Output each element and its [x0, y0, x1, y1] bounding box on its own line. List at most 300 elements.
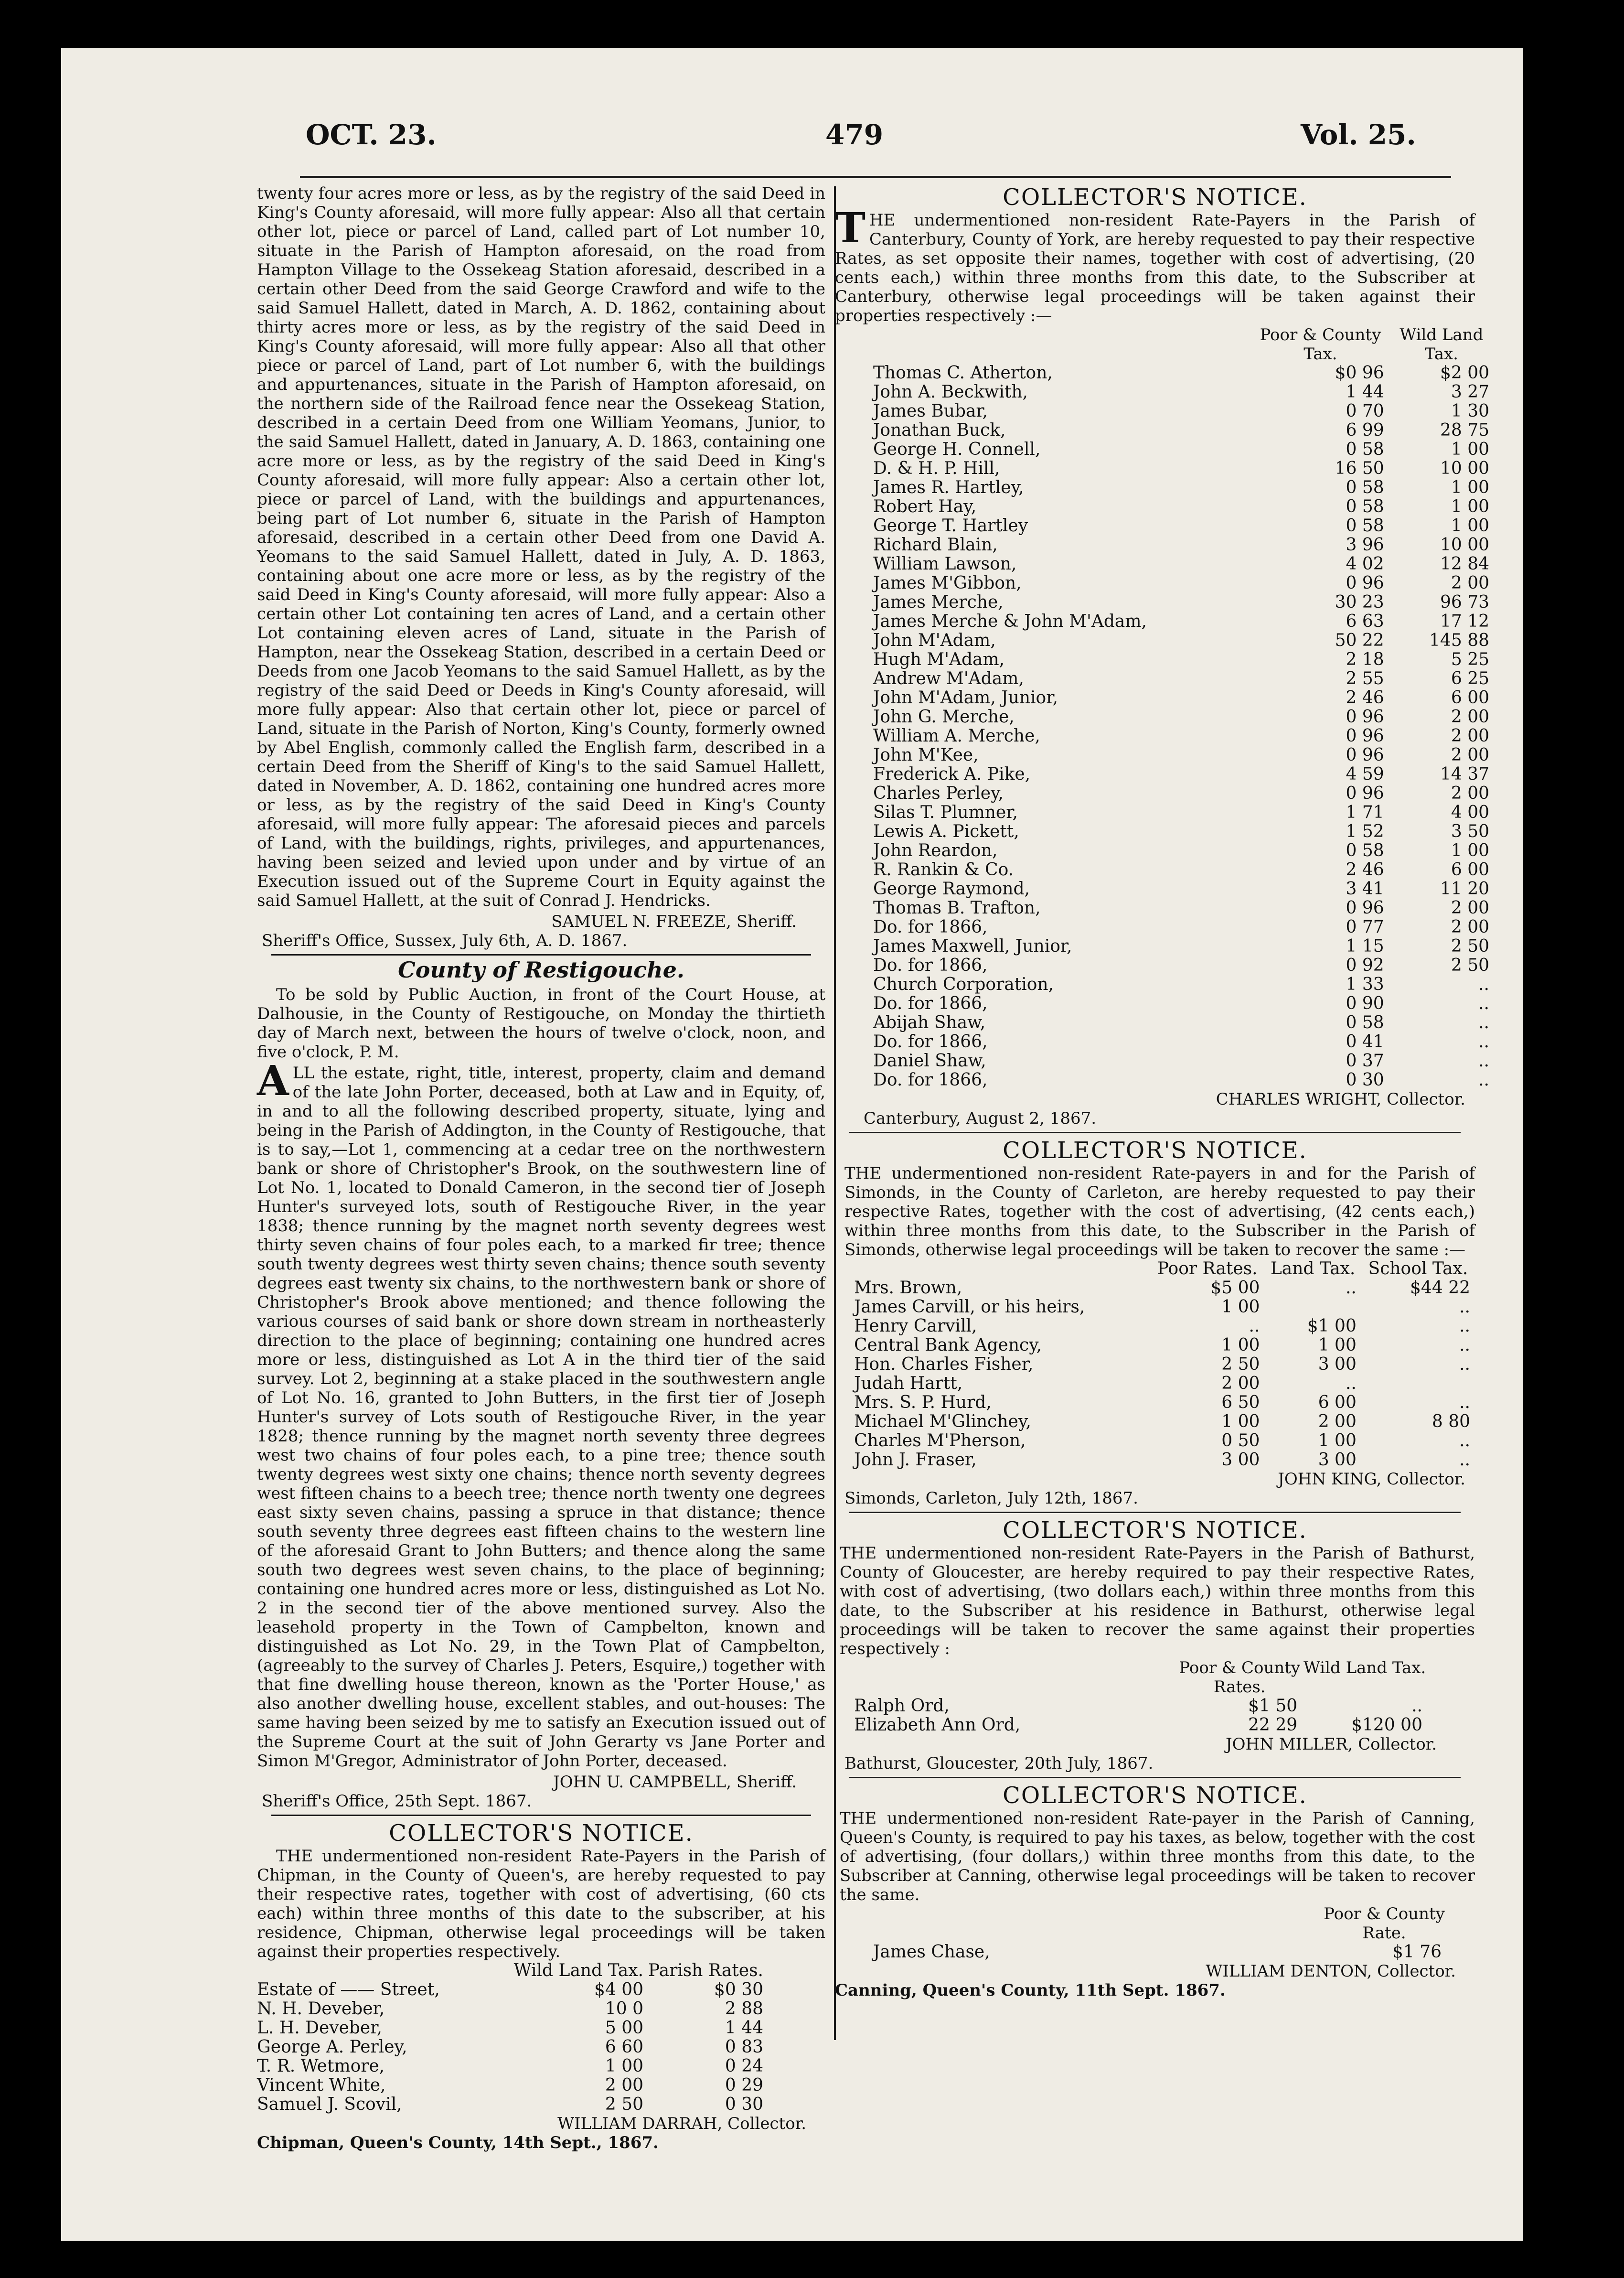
amount-a: ..	[1249, 1316, 1260, 1336]
table-row	[873, 1013, 1494, 1032]
table-row	[873, 440, 1494, 459]
payer-name: George T. Hartley	[873, 516, 1028, 536]
amount-a: 0 90	[1346, 994, 1384, 1013]
amount-a: 5 00	[605, 2018, 644, 2038]
payer-name: Robert Hay,	[873, 497, 977, 516]
table-row	[873, 899, 1494, 918]
payer-name: James R. Hartley,	[873, 478, 1024, 497]
payer-name: Henry Carvill,	[854, 1316, 977, 1336]
amount-a: 2 55	[1346, 669, 1384, 688]
amount-b: 2 50	[1451, 956, 1489, 975]
amount-b: 3 00	[1318, 1354, 1357, 1374]
amount-a: 0 96	[1346, 726, 1384, 746]
table-row	[257, 2057, 768, 2076]
chipman-body: THE undermentioned non-resident Rate-Payers in the Parish of Chipman, in the County of Queen's, are hereby requested to pay their respective rates, together with cost of advertising, (60 cts each) within three months of this date to the subscriber, at his residence, Chipman, otherwise legal proceedings will be taken against their properties respectively.	[257, 1847, 825, 1961]
payer-name: R. Rankin & Co.	[873, 860, 1014, 880]
table-row	[257, 2076, 768, 2095]
payer-name: Abijah Shaw,	[873, 1013, 986, 1032]
amount-a: 1 15	[1346, 936, 1384, 956]
table-row	[854, 1716, 1427, 1735]
payer-name: Judah Hartt,	[854, 1374, 963, 1393]
payer-name: John M'Adam, Junior,	[873, 688, 1058, 708]
payer-name: Charles Perley,	[873, 784, 1004, 803]
payer-name: N. H. Deveber,	[257, 1999, 385, 2019]
table-row	[854, 1317, 1475, 1336]
table-row	[873, 784, 1494, 803]
payer-name: Mrs. S. P. Hurd,	[854, 1393, 992, 1412]
amount-b: 2 00	[1451, 784, 1489, 803]
amount-a: 1 44	[1346, 382, 1384, 402]
payer-name: Elizabeth Ann Ord,	[854, 1715, 1021, 1735]
table-row	[873, 1943, 1446, 1962]
table-row	[873, 555, 1494, 574]
table-row	[873, 765, 1494, 784]
amount-a: $4 00	[594, 1980, 644, 1999]
payer-name: Hugh M'Adam,	[873, 650, 1005, 669]
table-row	[854, 1412, 1475, 1431]
payer-name: John M'Kee,	[873, 745, 979, 765]
table-row	[873, 612, 1494, 631]
amount-a: 2 46	[1346, 688, 1384, 708]
amount-b: 17 12	[1440, 612, 1489, 631]
sussex-notice-text: twenty four acres more or less, as by the registry of the said Deed in King's County aforesaid, will more fully appear: Also all that certain other lot, piece or parcel of Land, called part of Lot number 10, situate in the Parish of Hampton aforesaid, on the road from Hampton Village to the Ossekeag Station aforesaid, described in a certain other Deed from the said George Crawford and wife to the said Samuel Hallett, dated in March, A. D. 1862, containing about thirty acres more or less, as by the registry of the said Deed in King's County aforesaid, will more fully appear: Also all that other piece or parcel of Land, part of Lot number 6, with the buildings and appurtenances, situate in the Parish of Hampton aforesaid, on the northern side of the Railroad fence near the Ossekeag Station, described in a certain Deed from one William Yeomans, Junior, to the said Samuel Hallett, dated in January, A. D. 1863, containing one acre more or less, as by the registry of the said Deed in King's County aforesaid, will more fully appear: Also a certain other lot, piece or parcel of Land, with the buildings and appurtenances, being part of Lot number 6, situate in the Parish of Hampton aforesaid, described in a certain other Deed from one David A. Yeomans to the said Samuel Hallett, dated in July, A. D. 1863, containing about one acre more or less, as by the registry of the said Deed in King's County aforesaid, will more fully appear: Also a certain other Lot containing ten acres of Land, and a certain other Lot containing eleven acres of Land, situate in the Parish of Hampton, near the Ossekeag Station, described in a certain Deed or Deeds from one Jacob Yeomans to the said Samuel Hallett, as by the registry of the said Deed or Deeds in King's County aforesaid, will more fully appear: Also that certain other lot, piece or parcel of Land, situate in the Parish of Norton, King's County, formerly owned by Abel English, commonly called the English farm, described in a certain Deed from the Sheriff of King's to the said Samuel Hallett, dated in November, A. D. 1862, containing one hundred acres more or less, as by the registry of the said Deed in King's County aforesaid, will more fully appear: The aforesaid pieces and parcels of Land, with the buildings, rights, privileges, and appurtenances, having been seized and levied upon under and by virtue of an Execution issued out of the Supreme Court in Equity against the said Samuel Hallett, at the suit of Conrad J. Hendricks.	[257, 184, 825, 910]
payer-name: William Lawson,	[873, 554, 1017, 574]
table-row	[873, 516, 1494, 536]
payer-name: James Chase,	[873, 1942, 990, 1962]
amount-b: 2 00	[1451, 898, 1489, 918]
table-row	[257, 1999, 768, 2019]
amount-b: 1 30	[1451, 401, 1489, 421]
amount-b: 6 00	[1318, 1393, 1357, 1412]
table-row	[873, 803, 1494, 822]
payer-name: Samuel J. Scovil,	[257, 2095, 402, 2114]
amount-b: 12 84	[1440, 554, 1489, 574]
amount-b: 2 00	[1451, 726, 1489, 746]
amount-a: 6 63	[1346, 612, 1384, 631]
column-head: Poor & County Rates.	[1179, 1658, 1301, 1697]
simonds-dateline: Simonds, Carleton, July 12th, 1867.	[844, 1489, 1138, 1508]
amount-b: 14 37	[1440, 764, 1489, 784]
amount-b: 1 00	[1451, 497, 1489, 516]
table-row	[873, 822, 1494, 841]
table-row	[854, 1355, 1475, 1374]
table-row	[873, 841, 1494, 860]
amount-c	[1361, 1374, 1475, 1393]
payer-name: John Reardon,	[873, 841, 998, 860]
bathurst-signature: JOHN MILLER, Collector.	[1226, 1735, 1437, 1754]
amount-a: 0 58	[1346, 497, 1384, 516]
payer-name: Charles M'Pherson,	[854, 1431, 1026, 1451]
amount-a: 0 96	[1346, 707, 1384, 727]
amount-b: 0 30	[725, 2095, 763, 2114]
amount-a: 1 71	[1346, 803, 1384, 822]
table-row	[873, 650, 1494, 669]
amount-b: $120 00	[1351, 1715, 1422, 1735]
table-row	[873, 1071, 1494, 1090]
amount-b: 6 00	[1451, 860, 1489, 880]
amount-a: $5 00	[1210, 1278, 1260, 1298]
amount-b: 1 00	[1451, 440, 1489, 459]
payer-name: John M'Adam,	[873, 631, 996, 650]
payer-name: Jonathan Buck,	[873, 420, 1006, 440]
amount-b: 2 00	[1451, 917, 1489, 937]
table-row	[873, 1032, 1494, 1052]
column-head: Poor Rates.	[1157, 1259, 1258, 1279]
divider	[849, 1512, 1461, 1513]
amount-a: 6 50	[1221, 1393, 1260, 1412]
amount-b: 0 83	[725, 2037, 763, 2057]
payer-name: Vincent White,	[257, 2075, 386, 2095]
table-row	[873, 574, 1494, 593]
column-head: Wild Land Tax.	[513, 1961, 644, 1980]
table-row	[854, 1393, 1475, 1412]
payer-name: Do. for 1866,	[873, 917, 988, 937]
sussex-signature: SAMUEL N. FREEZE, Sheriff.	[551, 912, 797, 931]
amount-b: ..	[1478, 1070, 1489, 1090]
payer-name: Richard Blain,	[873, 535, 998, 555]
amount-b: 5 25	[1451, 650, 1489, 669]
payer-name: Mrs. Brown,	[854, 1278, 962, 1298]
canterbury-heading: COLLECTOR'S NOTICE.	[1003, 184, 1307, 211]
table-row	[873, 421, 1494, 440]
table-row	[873, 956, 1494, 975]
payer-name: James Bubar,	[873, 401, 988, 421]
bathurst-dateline: Bathurst, Gloucester, 20th July, 1867.	[844, 1754, 1154, 1773]
amount-a: 3 96	[1346, 535, 1384, 555]
header-rule	[300, 176, 1451, 178]
canning-dateline: Canning, Queen's County, 11th Sept. 1867.	[835, 1981, 1226, 2000]
amount-b: 1 00	[1451, 516, 1489, 536]
amount-a: 0 41	[1346, 1032, 1384, 1052]
chipman-table	[257, 1961, 768, 2114]
amount-b: 1 44	[725, 2018, 763, 2038]
divider	[271, 1815, 811, 1816]
table-row	[873, 937, 1494, 956]
amount-c: ..	[1459, 1354, 1470, 1374]
drop-cap: A	[257, 1057, 289, 1105]
table-row	[873, 497, 1494, 516]
amount-a: 0 58	[1346, 841, 1384, 860]
amount-b: 96 73	[1440, 592, 1489, 612]
amount-c: 8 80	[1432, 1412, 1470, 1431]
amount-a: 6 60	[605, 2037, 644, 2057]
restigouche-dateline: Sheriff's Office, 25th Sept. 1867.	[262, 1792, 532, 1811]
amount-b: ..	[1478, 1051, 1489, 1071]
amount-a: 1 52	[1346, 822, 1384, 841]
amount-c: ..	[1459, 1335, 1470, 1355]
bathurst-heading: COLLECTOR'S NOTICE.	[1003, 1517, 1307, 1544]
table-row	[854, 1431, 1475, 1451]
amount-c: $44 22	[1410, 1278, 1470, 1298]
payer-name: Do. for 1866,	[873, 994, 988, 1013]
payer-name: John A. Beckwith,	[873, 382, 1028, 402]
divider	[271, 954, 811, 956]
canterbury-table	[873, 325, 1494, 1090]
table-row	[873, 708, 1494, 727]
amount-a: 2 18	[1346, 650, 1384, 669]
amount-a: 1 33	[1346, 975, 1384, 994]
payer-name: George A. Perley,	[257, 2037, 407, 2057]
canning-column-head: Poor & County Rate.	[1324, 1904, 1445, 1943]
amount-a: 4 59	[1346, 764, 1384, 784]
amount-a: 0 30	[1346, 1070, 1384, 1090]
simonds-signature: JOHN KING, Collector.	[1278, 1470, 1465, 1489]
amount-a: 0 58	[1346, 478, 1384, 497]
amount-a: 4 02	[1346, 554, 1384, 574]
payer-name: Church Corporation,	[873, 975, 1054, 994]
table-row	[873, 593, 1494, 612]
amount-a: $0 96	[1335, 363, 1384, 383]
table-row	[854, 1697, 1427, 1716]
amount-c: ..	[1459, 1431, 1470, 1451]
payer-name: Hon. Charles Fisher,	[854, 1354, 1034, 1374]
page-number: 479	[825, 118, 884, 151]
payer-name: George Raymond,	[873, 879, 1030, 899]
amount-a: 1 00	[1221, 1297, 1260, 1317]
amount-b: 6 25	[1451, 669, 1489, 688]
amount-b: 2 50	[1451, 936, 1489, 956]
payer-name: Silas T. Plumner,	[873, 803, 1018, 822]
table-row	[257, 2019, 768, 2038]
amount-b: 28 75	[1440, 420, 1489, 440]
payer-name: George H. Connell,	[873, 440, 1041, 459]
amount-a: 3 00	[1221, 1450, 1260, 1470]
table-row	[873, 459, 1494, 478]
amount-a: 2 50	[605, 2095, 644, 2114]
column-head: Parish Rates.	[648, 1961, 763, 1980]
amount-a: 2 46	[1346, 860, 1384, 880]
simonds-table	[854, 1259, 1475, 1470]
payer-name: James Merche,	[873, 592, 1004, 612]
amount-b: 145 88	[1429, 631, 1489, 650]
table-row	[873, 994, 1494, 1013]
amount-a: 50 22	[1335, 631, 1384, 650]
canterbury-body-paragraph	[835, 204, 1475, 325]
payer-name: James Carvill, or his heirs,	[854, 1297, 1085, 1317]
drop-cap: T	[835, 204, 865, 252]
amount-b: 2 00	[1451, 707, 1489, 727]
payer-name: Do. for 1866,	[873, 1070, 988, 1090]
amount-b: 10 00	[1440, 535, 1489, 555]
table-row	[873, 688, 1494, 708]
bathurst-table	[854, 1658, 1427, 1735]
canning-heading: COLLECTOR'S NOTICE.	[1003, 1782, 1307, 1809]
amount-b: ..	[1345, 1278, 1357, 1298]
amount-b: $2 00	[1440, 363, 1489, 383]
amount-a: 1 00	[1221, 1412, 1260, 1431]
column-head: Land Tax.	[1270, 1259, 1356, 1279]
amount-b: 2 00	[1451, 745, 1489, 765]
payer-name: James Maxwell, Junior,	[873, 936, 1072, 956]
volume-number: Vol. 25.	[1301, 118, 1416, 151]
amount-a: 2 00	[605, 2075, 644, 2095]
amount-b: $0 30	[714, 1980, 763, 1999]
amount-b: 3 50	[1451, 822, 1489, 841]
restigouche-intro: To be sold by Public Auction, in front of the Court House, at Dalhousie, in the County of Restigouche, on Monday the thirtieth day of March next, between the hours of twelve o'clock, noon, and five o'clock, P. M.	[257, 985, 825, 1062]
amount-b: 0 29	[725, 2075, 763, 2095]
payer-name: James M'Gibbon,	[873, 573, 1022, 593]
payer-name: Andrew M'Adam,	[873, 669, 1024, 688]
amount-a: 22 29	[1248, 1715, 1298, 1735]
amount-a: 0 96	[1346, 898, 1384, 918]
amount-b: ..	[1345, 1374, 1357, 1393]
column-head: Wild Land Tax.	[1303, 1658, 1426, 1677]
table-row	[873, 631, 1494, 650]
amount-b: 1 00	[1318, 1335, 1357, 1355]
amount-c: ..	[1459, 1393, 1470, 1412]
table-row	[257, 2095, 768, 2114]
table-row	[873, 364, 1494, 383]
canning-table	[873, 1943, 1446, 1962]
amount-a: 0 37	[1346, 1051, 1384, 1071]
canterbury-body: HE undermentioned non-resident Rate-Payers in the Parish of Canterbury, County of York, are hereby requested to pay their respective Rates, as set opposite their names, together with cost of advertising, (20 cents each,) within three months from this date, to the Subscriber at Canterbury, otherwise legal proceedings will be taken against their properties respectively :—	[835, 211, 1475, 325]
table-row	[854, 1374, 1475, 1393]
payer-name: Michael M'Glinchey,	[854, 1412, 1031, 1431]
amount-b: ..	[1478, 1032, 1489, 1052]
payer-name: John G. Merche,	[873, 707, 1015, 727]
table-row	[873, 1052, 1494, 1071]
payer-name: Lewis A. Pickett,	[873, 822, 1019, 841]
amount: $1 76	[1392, 1942, 1442, 1962]
table-row	[873, 727, 1494, 746]
amount-a: 2 00	[1221, 1374, 1260, 1393]
payer-name: Ralph Ord,	[854, 1696, 950, 1716]
amount-a: 30 23	[1335, 592, 1384, 612]
amount-a: 3 41	[1346, 879, 1384, 899]
amount-b: 10 00	[1440, 459, 1489, 478]
amount-b: ..	[1478, 975, 1489, 994]
amount-b: 3 00	[1318, 1450, 1357, 1470]
table-row	[854, 1298, 1475, 1317]
canning-body: THE undermentioned non-resident Rate-payer in the Parish of Canning, Queen's County, is required to pay his taxes, as below, together with the cost of advertising, (four dollars,) within three months from this date, to the Subscriber at Canning, otherwise legal proceedings will be taken to recover the same.	[840, 1809, 1475, 1904]
table-row	[873, 746, 1494, 765]
amount-b: 1 00	[1318, 1431, 1357, 1451]
amount-c: ..	[1459, 1297, 1470, 1317]
amount-a: 10 0	[605, 1999, 644, 2019]
column-head: School Tax.	[1368, 1259, 1468, 1279]
column-head: Wild Land Tax.	[1400, 325, 1484, 364]
restigouche-body: LL the estate, right, title, interest, property, claim and demand of the late John Porter, deceased, both at Law and in Equity, of, in and to all the following described property, situate, lying and being in the Parish of Addington, in the County of Restigouche, that is to say,—Lot 1, commencing at a cedar tree on the northwestern bank or shore of Christopher's Brook, on the southwestern line of Lot No. 1, located to Donald Cameron, in the second tier of Joseph Hunter's surveyed lots, south of Restigouche River, in the year 1838; thence running by the magnet north seventy degrees west thirty seven chains of four poles each, to a marked fir tree; thence south twenty degrees west thirty seven chains; thence south seventy degrees east twenty six chains, to the northwestern bank or shore of Christopher's Brook above mentioned; and thence following the various courses of said bank or shore down stream in northeasterly direction to the place of beginning; containing one hundred acres more or less, distinguished as Lot A in the third tier of the said survey. Lot 2, beginning at a stake placed in the southwestern angle of Lot No. 16, granted to John Butters, in the first tier of Joseph Hunter's survey of Lots south of Restigouche River, in the year 1828; thence running by the magnet north seventy three degrees west two chains of four poles each, to a pine tree; thence south twenty degrees west sixty one chains; thence north seventy degrees west fifteen chains to a beech tree; thence north twenty one degrees east sixty seven chains, passing a spruce in that distance; thence south seventy three degrees east fifteen chains to the western line of the aforesaid Grant to John Butters; and thence along the same south two degrees west seven chains, to the place of beginning; containing one hundred acres more or less, distinguished as Lot No. 2 in the second tier of the above mentioned survey. Also the leasehold property in the Town of Campbelton, known and distinguished as Lot No. 29, in the Town Plat of Campbelton, (agreeably to the survey of Charles J. Peters, Esquire,) together with that fine dwelling house thereon, known as the 'Porter House,' as also another dwelling house, excellent stables, and out-houses: The same having been seized by me to satisfy an Execution issued out of the Supreme Court at the suit of John Gerarty vs Jane Porter and Simon M'Gregor, Administrator of John Porter, deceased.	[257, 1064, 825, 1771]
amount-a: 1 00	[1221, 1335, 1260, 1355]
amount-b: 0 24	[725, 2056, 763, 2076]
payer-name: L. H. Deveber,	[257, 2018, 382, 2038]
table-row	[873, 975, 1494, 994]
sussex-dateline: Sheriff's Office, Sussex, July 6th, A. D. 1867.	[262, 931, 628, 950]
divider	[849, 1132, 1461, 1133]
payer-name: Central Bank Agency,	[854, 1335, 1042, 1355]
amount-b: 2 88	[725, 1999, 763, 2019]
table-row	[873, 860, 1494, 880]
amount-a: 0 96	[1346, 784, 1384, 803]
payer-name: Estate of —— Street,	[257, 1980, 440, 1999]
payer-name: Do. for 1866,	[873, 1032, 988, 1052]
amount-b: 1 00	[1451, 478, 1489, 497]
amount-c: ..	[1459, 1450, 1470, 1470]
amount-a: 0 58	[1346, 516, 1384, 536]
payer-name: Daniel Shaw,	[873, 1051, 986, 1071]
table-row	[873, 402, 1494, 421]
amount-b: 11 20	[1440, 879, 1489, 899]
payer-name: William A. Merche,	[873, 726, 1040, 746]
canterbury-dateline: Canterbury, August 2, 1867.	[864, 1109, 1097, 1128]
amount-a: 0 96	[1346, 573, 1384, 593]
amount-b: ..	[1411, 1696, 1422, 1716]
amount-b: 1 00	[1451, 841, 1489, 860]
canterbury-signature: CHARLES WRIGHT, Collector.	[1216, 1090, 1465, 1109]
amount-b: $1 00	[1307, 1316, 1357, 1336]
amount-b: 2 00	[1451, 573, 1489, 593]
amount-b: ..	[1478, 994, 1489, 1013]
chipman-signature: WILLIAM DARRAH, Collector.	[557, 2114, 806, 2133]
amount-a: 0 58	[1346, 1013, 1384, 1032]
amount-a: $1 50	[1248, 1696, 1298, 1716]
table-row	[257, 2038, 768, 2057]
bathurst-body: THE undermentioned non-resident Rate-Payers in the Parish of Bathurst, County of Gloucester, are hereby required to pay their respective Rates, with cost of advertising, (two dollars each,) within three months from this date, to the Subscriber at his residence in Bathurst, otherwise legal proceedings will be taken to recover the same against their properties respectively :	[840, 1544, 1475, 1658]
payer-name: Do. for 1866,	[873, 956, 988, 975]
table-row	[854, 1336, 1475, 1355]
amount-a: 0 92	[1346, 956, 1384, 975]
payer-name: Frederick A. Pike,	[873, 764, 1031, 784]
newspaper-page	[61, 48, 1523, 2241]
amount-a: 0 77	[1346, 917, 1384, 937]
right-column	[835, 184, 1489, 2000]
amount-b	[1264, 1298, 1361, 1317]
amount-b: 4 00	[1451, 803, 1489, 822]
amount-a: 0 50	[1221, 1431, 1260, 1451]
amount-a: 0 96	[1346, 745, 1384, 765]
divider	[849, 1777, 1461, 1778]
table-row	[257, 1980, 768, 1999]
amount-a: 16 50	[1335, 459, 1384, 478]
left-column	[257, 184, 825, 2152]
amount-b: 3 27	[1451, 382, 1489, 402]
amount-a: 0 58	[1346, 440, 1384, 459]
table-row	[873, 536, 1494, 555]
payer-name: Thomas B. Trafton,	[873, 898, 1041, 918]
simonds-body: THE undermentioned non-resident Rate-payers in and for the Parish of Simonds, in the County of Carleton, are hereby requested to pay their respective Rates, together with the cost of advertising, (42 cents each,) within three months from this date, to the Subscriber in the Parish of Simonds, otherwise legal proceedings will be taken to recover the same :—	[844, 1164, 1475, 1259]
chipman-heading: COLLECTOR'S NOTICE.	[389, 1820, 694, 1847]
canning-signature: WILLIAM DENTON, Collector.	[1206, 1962, 1456, 1981]
amount-b: ..	[1478, 1013, 1489, 1032]
table-row	[854, 1451, 1475, 1470]
amount-b: 2 00	[1318, 1412, 1357, 1431]
table-row	[873, 383, 1494, 402]
payer-name: T. R. Wetmore,	[257, 2056, 385, 2076]
amount-a: 1 00	[605, 2056, 644, 2076]
amount-a: 2 50	[1221, 1354, 1260, 1374]
amount-c: ..	[1459, 1316, 1470, 1336]
payer-name: D. & H. P. Hill,	[873, 459, 1000, 478]
restigouche-heading: County of Restigouche.	[398, 957, 684, 983]
simonds-heading: COLLECTOR'S NOTICE.	[1003, 1137, 1307, 1164]
payer-name: Thomas C. Atherton,	[873, 363, 1053, 383]
issue-date: OCT. 23.	[306, 118, 437, 151]
payer-name: John J. Fraser,	[854, 1450, 977, 1470]
table-row	[873, 880, 1494, 899]
table-row	[873, 669, 1494, 688]
chipman-dateline: Chipman, Queen's County, 14th Sept., 1867.	[257, 2133, 659, 2152]
amount-b: 6 00	[1451, 688, 1489, 708]
column-head: Poor & County Tax.	[1260, 325, 1381, 364]
restigouche-signature: JOHN U. CAMPBELL, Sheriff.	[553, 1773, 797, 1792]
payer-name: James Merche & John M'Adam,	[873, 612, 1147, 631]
amount-a: 0 70	[1346, 401, 1384, 421]
restigouche-body-paragraph	[257, 1057, 825, 1771]
table-row	[873, 478, 1494, 497]
amount-a: 6 99	[1346, 420, 1384, 440]
table-row	[873, 918, 1494, 937]
table-row	[854, 1279, 1475, 1298]
